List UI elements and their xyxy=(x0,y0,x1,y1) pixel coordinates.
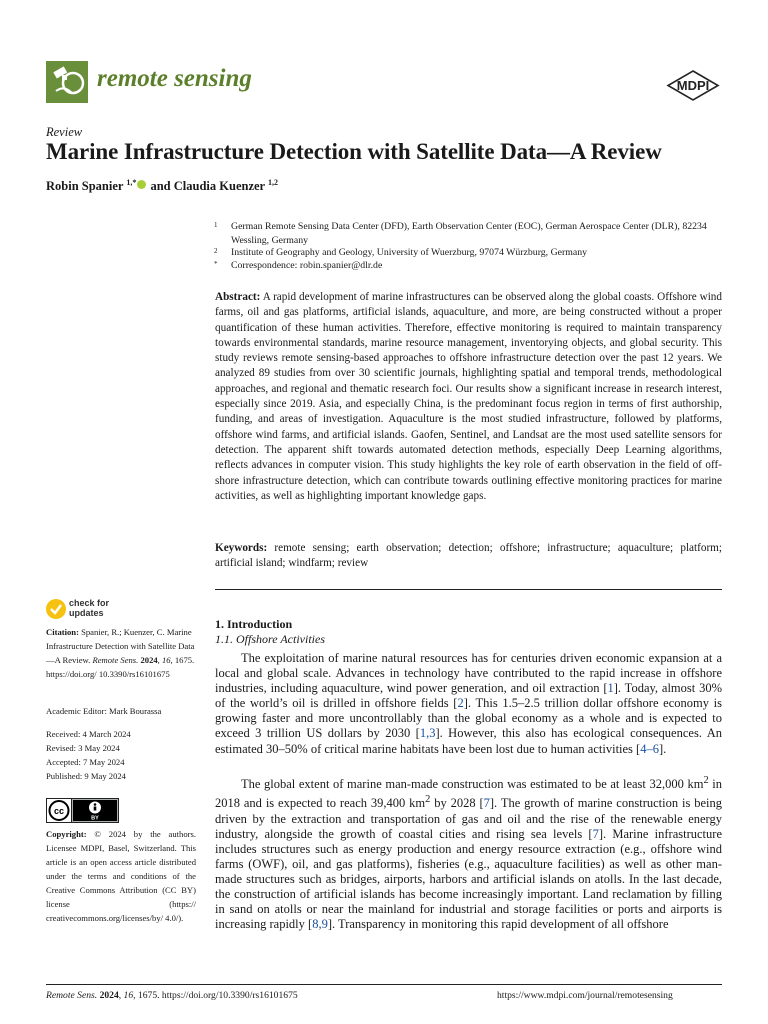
cc-by-license-icon[interactable] xyxy=(46,798,119,823)
affiliation-text: German Remote Sensing Data Center (DFD), Earth Observation Center (EOC), German Aerospace Center (DLR), 82234 Wessling, Germany xyxy=(231,221,707,246)
citation-link[interactable]: 2 xyxy=(457,696,464,711)
keywords-text: remote sensing; earth observation; detection; offshore; infrastructure; aquaculture; platform; artificial island; windfarm; review xyxy=(215,542,722,570)
revised-date: Revised: 3 May 2024 xyxy=(46,743,120,753)
paragraph: The exploitation of marine natural resources has for centuries driven economic expansion at a local and global scale. Advances in technology have contributed to the rapid increase in offshore industries, including aquaculture, wind power generation, and oil extraction [1]. Today, almost 30% of the world’s oil is drilled in offshore fields [2]. This 1.5–2.5 trillion dollar offshore economy is growing faster and more uncontrollably than the global economy as a whole and is expected to exceed 3 trillion US dollars by 2030 [1,3]. However, this also has ecological consequences. An estimated 30–50% of critical marine habitats have been lost due to human activities [4–6]. xyxy=(215,651,722,756)
mdpi-logo-text: MDPI xyxy=(676,78,710,93)
check-for-updates-line2: updates xyxy=(69,607,104,618)
affiliation-text: Institute of Geography and Geology, University of Wuerzburg, 97074 Würzburg, Germany xyxy=(231,247,588,258)
citation-volume: 16 xyxy=(161,655,171,665)
svg-text:cc: cc xyxy=(53,806,65,816)
abstract xyxy=(215,290,722,504)
orcid-icon[interactable] xyxy=(137,180,146,189)
copyright-label: Copyright: xyxy=(46,829,87,839)
paragraph: The global extent of marine man-made construction was estimated to be at least 32,000 $km^2$ in 2018 and is expected to reach 39,400 $km^2$ by 2028 [7]. The growth of marine construction is being driven by the extraction and transportation of gas and oil and the rise of the renewable energy industry, alongside the growth of coastal cities and rising sea levels [7]. Marine infrastructure includes structures such as energy production and energy resource extraction (e.g., offshore wind farms (OWF), oil, and gas platforms), fisheries (e.g., aquaculture facilities) as well as other man-made structures such as bridges, airports, harbors and artificial islands on atolls. In the last decade, the construction of artificial islands has become increasingly important. Land reclamation by filling in sand on atolls or near the mainland for industrial and storage facilities or ports and airports is increasing rapidly [8,9]. Transparency in monitoring this rapid development of all offshore xyxy=(215,775,722,932)
published-date: Published: 9 May 2024 xyxy=(46,771,126,781)
author-name[interactable]: Robin Spanier xyxy=(46,179,124,194)
citation-link[interactable]: 1 xyxy=(607,681,614,696)
article-type: Review xyxy=(46,125,83,139)
affiliation-marker: * xyxy=(214,260,218,268)
article-title: Marine Infrastructure Detection with Satellite Data—A Review xyxy=(46,139,662,164)
received-date: Received: 4 March 2024 xyxy=(46,729,131,739)
citation-link[interactable]: 4–6 xyxy=(640,741,659,756)
footer-divider xyxy=(46,984,722,985)
keywords xyxy=(215,541,722,572)
accepted-date: Accepted: 7 May 2024 xyxy=(46,757,125,767)
citation-link[interactable]: 7 xyxy=(483,796,490,811)
citation-doi[interactable]: , 1675. https://doi.org/ 10.3390/rs16101675 xyxy=(46,655,195,679)
section-heading: 1. Introduction xyxy=(215,617,293,631)
footer-journal: Remote Sens. xyxy=(46,990,98,1001)
author-list xyxy=(46,178,278,194)
academic-editor: Academic Editor: Mark Bourassa xyxy=(46,706,162,716)
author-affiliation-marker: 1,* xyxy=(126,178,137,187)
correspondence-text: Correspondence: robin.spanier@dlr.de xyxy=(231,260,383,271)
check-for-updates-icon[interactable] xyxy=(46,599,66,619)
author-name[interactable]: Claudia Kuenzer xyxy=(173,179,265,194)
footer-citation: Remote Sens. 2024, 16, 1675. https://doi.org/10.3390/rs16101675 xyxy=(46,990,298,1001)
citation-link[interactable]: 8,9 xyxy=(312,917,328,932)
footer-journal-url[interactable]: https://www.mdpi.com/journal/remotesensing xyxy=(497,990,673,1001)
copyright-text: © 2024 by the authors. Licensee MDPI, Basel, Switzerland. This article is an open access article distributed under the terms and conditions of the Creative Commons Attribution (CC BY) license (https:// creativecommons.org/licenses/by/ 4.0/). xyxy=(46,829,196,923)
subsection-heading: 1.1. Offshore Activities xyxy=(215,632,325,646)
cc-by-label: BY xyxy=(91,815,99,822)
citation-journal: Remote Sens. xyxy=(92,655,139,665)
affiliation-marker: 1 xyxy=(214,221,218,229)
citation-link[interactable]: 1,3 xyxy=(419,726,436,741)
footer-year: 2024 xyxy=(99,990,119,1001)
journal-logo xyxy=(46,61,88,103)
abstract-text: A rapid development of marine infrastructures can be observed along the global coasts. Offshore wind farms, oil and gas platforms, artificial islands, aquaculture, and more, are being constructed without a proper quantification of these human activities. Therefore, effective monitoring is required to maintain transparency towards environmental standards, marine resource management, inventorying objects, and global security. This study reviews remote sensing-based approaches to offshore infrastructure detection over the past 12 years. We analyzed 89 studies from over 30 scientific journals, highlighting spatial and temporal trends, methodological approaches, and regional and thematic research foci. Our results show a significant increase in research interest, especially since 2019. Asia, and especially China, is the predominant focus region in terms of first authorship, funding, and areas of investigation. Aquaculture is the most studied infrastructure, followed by platforms, offshore wind farms, and artificial islands. Gaofen, Sentinel, and Landsat are the most used satellite sensors for detection. The apparent shift towards automated detection methods, especially Deep Learning algorithms, reflects advances in computer vision. This study highlights the key role of earth observation in the field of off-shore infrastructure detection, which can contribute towards outlining effective monitoring practices for marine activities, as well as highlighting important knowledge gaps. xyxy=(215,291,722,502)
section-divider xyxy=(215,589,722,590)
author-affiliation-marker: 1,2 xyxy=(268,178,278,187)
keywords-label: Keywords: xyxy=(215,542,268,554)
author-joiner: and xyxy=(147,179,174,194)
citation-label: Citation: xyxy=(46,627,79,637)
journal-name: remote sensing xyxy=(97,65,252,92)
footer-doi[interactable]: , 1675. https://doi.org/10.3390/rs16101675 xyxy=(133,990,298,1001)
citation-block: Citation: Spanier, R.; Kuenzer, C. Marine Infrastructure Detection with Satellite Data—A Review. Remote Sens. 2024, 16, 1675. https://doi.org/ 10.3390/rs16101675 xyxy=(46,627,195,679)
mdpi-logo xyxy=(666,70,720,101)
citation-year: 2024 xyxy=(140,655,158,665)
copyright-block xyxy=(46,827,196,925)
check-for-updates-button[interactable] xyxy=(69,599,109,618)
affiliation-marker: 2 xyxy=(214,247,218,255)
check-for-updates-line1: check for xyxy=(69,598,110,608)
dates-block xyxy=(46,727,196,783)
footer-volume: 16 xyxy=(123,990,134,1001)
citation-link[interactable]: 7 xyxy=(592,826,599,841)
abstract-label: Abstract: xyxy=(215,291,261,303)
citation-text: Spanier, R.; Kuenzer, C. Marine Infrastructure Detection with Satellite Data—A Review. xyxy=(46,627,195,665)
